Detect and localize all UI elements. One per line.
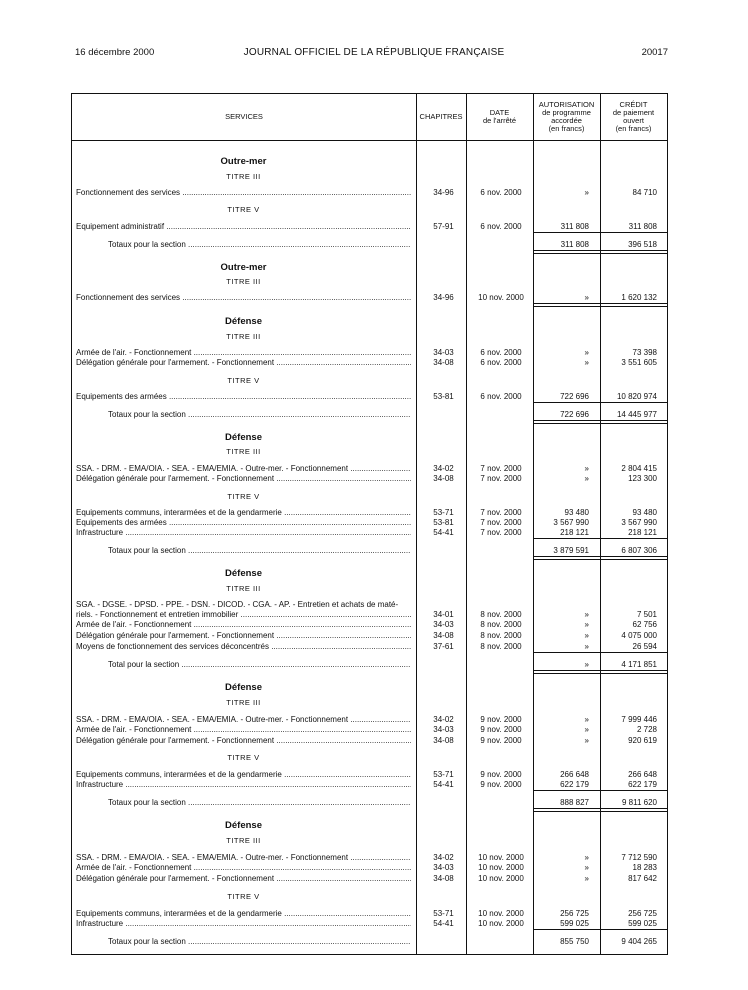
credit-cell: 817 642 [628,874,657,883]
total-double-rule [601,250,667,254]
titre-heading [72,491,669,502]
section-title [72,316,669,327]
date-cell: 7 nov. 2000 [480,464,522,473]
service-label: riels. - Fonctionnement et entretien immobilier ..... [76,609,411,620]
chapitre-cell: 34-08 [433,631,454,640]
autorisation-cell: 722 696 [560,392,589,401]
autorisation-cell: » [584,474,589,483]
autorisation-cell: » [584,874,589,883]
chapitre-cell: 53-81 [433,518,454,527]
total-double-rule [534,556,600,560]
total-double-rule [601,808,667,812]
section-title [72,262,669,273]
chapitre-cell: 34-03 [433,620,454,629]
credit-cell: 7 999 446 [621,715,657,724]
table-row [72,473,669,484]
autorisation-cell: » [584,631,589,640]
credit-cell: 6 807 306 [621,546,657,555]
table-row [72,357,669,368]
section-title-text: Défense [225,682,262,693]
autorisation-cell: » [584,610,589,619]
credit-cell: 622 179 [628,780,657,789]
credit-cell: 4 075 000 [621,631,657,640]
date-cell: 8 nov. 2000 [480,642,522,651]
service-label: Armée de l'air. - Fonctionnement ..... [76,347,411,358]
chapitre-cell: 34-03 [433,863,454,872]
table-row [72,630,669,641]
table-row [72,391,669,402]
date-cell: 8 nov. 2000 [480,631,522,640]
table-row [72,292,669,303]
titre-heading [72,446,669,457]
credit-cell: 7 712 590 [621,853,657,862]
total-double-rule [534,420,600,424]
titre-heading-text: TITRE V [227,892,260,901]
credit-cell: 62 756 [632,620,657,629]
date-cell: 10 nov. 2000 [478,874,524,883]
service-label: Infrastructure ..... [76,779,411,790]
date-cell: 7 nov. 2000 [480,474,522,483]
table-row [72,918,669,929]
titre-heading [72,204,669,215]
titre-heading [72,583,669,594]
chapitre-cell: 34-02 [433,464,454,473]
credit-cell: 18 283 [632,863,657,872]
date-cell: 9 nov. 2000 [480,715,522,724]
autorisation-cell: 93 480 [564,508,589,517]
page-number: 20017 [641,47,668,58]
service-label: SSA. - DRM. - EMA/OIA. - SEA. - EMA/EMIA. - Outre-mer. - Fonctionnement ..... [76,463,411,474]
date-cell: 6 nov. 2000 [480,392,522,401]
autorisation-cell: » [584,358,589,367]
total-double-rule [601,420,667,424]
subtotal-rule [601,929,667,930]
credit-cell: 256 725 [628,909,657,918]
date-cell: 6 nov. 2000 [480,348,522,357]
total-double-rule [534,250,600,254]
service-label: Armée de l'air. - Fonctionnement ..... [76,724,411,735]
service-label: Totaux pour la section ..... [108,797,411,808]
table-row [72,527,669,538]
service-label: Totaux pour la section ..... [108,239,411,250]
autorisation-cell: 599 025 [560,919,589,928]
chapitre-cell: 53-71 [433,508,454,517]
credit-cell: 3 567 990 [621,518,657,527]
chapitre-cell: 53-81 [433,392,454,401]
service-label: Délégation générale pour l'armement. - Fonctionnement ..... [76,735,411,746]
date-cell: 6 nov. 2000 [480,222,522,231]
credit-cell: 4 171 851 [621,660,657,669]
col-header-credit: CRÉDIT de paiement ouvert (en francs) [612,100,655,133]
autorisation-cell: 256 725 [560,909,589,918]
date-cell: 6 nov. 2000 [480,188,522,197]
total-double-rule [534,808,600,812]
section-title-text: Défense [225,316,262,327]
service-label: Délégation générale pour l'armement. - Fonctionnement ..... [76,630,411,641]
credit-cell: 14 445 977 [616,410,657,419]
autorisation-cell: » [584,715,589,724]
chapitre-cell: 34-08 [433,358,454,367]
titre-heading [72,697,669,708]
chapitre-cell: 34-96 [433,293,454,302]
col-header-services: SERVICES [225,112,263,121]
date-cell: 8 nov. 2000 [480,620,522,629]
date-cell: 8 nov. 2000 [480,610,522,619]
credit-cell: 93 480 [632,508,657,517]
credit-cell: 311 808 [628,222,657,231]
autorisation-cell: » [584,725,589,734]
total-double-rule [601,670,667,674]
autorisation-cell: 266 648 [560,770,589,779]
service-label: Armée de l'air. - Fonctionnement ..... [76,619,411,630]
credit-cell: 599 025 [628,919,657,928]
service-label: Equipements des armées ..... [76,517,411,528]
service-label: Délégation générale pour l'armement. - Fonctionnement ..... [76,473,411,484]
credit-cell: 84 710 [632,188,657,197]
date-cell: 7 nov. 2000 [480,508,522,517]
chapitre-cell: 54-41 [433,780,454,789]
table-row [72,187,669,198]
titre-heading-text: TITRE III [226,836,261,845]
service-label: Equipements communs, interarmées et de la gendarmerie ..... [76,908,411,919]
total-row [72,239,669,250]
chapitre-cell: 34-96 [433,188,454,197]
journal-title: JOURNAL OFFICIEL DE LA RÉPUBLIQUE FRANÇAISE [243,47,505,58]
subtotal-rule [601,402,667,403]
credit-cell: 920 619 [628,736,657,745]
credit-cell: 3 551 605 [621,358,657,367]
titre-heading-text: TITRE III [226,584,261,593]
table-row [72,735,669,746]
titre-heading-text: TITRE III [226,172,261,181]
date-cell: 9 nov. 2000 [480,725,522,734]
total-row [72,936,669,947]
service-label: SSA. - DRM. - EMA/OIA. - SEA. - EMA/EMIA. - Outre-mer. - Fonctionnement ..... [76,852,411,863]
titre-heading-text: TITRE III [226,277,261,286]
table-row [72,641,669,652]
titre-heading [72,171,669,182]
col-header-chapitres: CHAPITRES [419,112,463,121]
service-label: Délégation générale pour l'armement. - Fonctionnement ..... [76,873,411,884]
autorisation-cell: » [584,863,589,872]
titre-heading-text: TITRE V [227,205,260,214]
section-title [72,432,669,443]
autorisation-cell: » [584,620,589,629]
date-cell: 10 nov. 2000 [478,853,524,862]
subtotal-rule [601,652,667,653]
chapitre-cell: 34-02 [433,715,454,724]
col-header-date: DATE de l'arrêté [482,108,517,125]
section-title-text: Défense [225,568,262,579]
service-label: Totaux pour la section ..... [108,409,411,420]
titre-heading [72,276,669,287]
credit-cell: 396 518 [628,240,657,249]
subtotal-rule [534,790,600,791]
chapitre-cell: 34-02 [433,853,454,862]
table-row [72,619,669,630]
chapitre-cell: 34-08 [433,474,454,483]
credit-cell: 266 648 [628,770,657,779]
service-label: Equipements des armées ..... [76,391,411,402]
titre-heading-text: TITRE III [226,447,261,456]
table-row [72,724,669,735]
autorisation-cell: 3 567 990 [553,518,589,527]
titre-heading-text: TITRE V [227,376,260,385]
service-label: SGA. - DGSE. - DPSD. - PPE. - DSN. - DICOD. - CGA. - AP. - Entretien et achats de maté- [76,600,399,609]
chapitre-cell: 34-01 [433,610,454,619]
section-title-text: Défense [225,432,262,443]
credit-cell: 1 620 132 [621,293,657,302]
section-title [72,820,669,831]
date-cell: 9 nov. 2000 [480,736,522,745]
chapitre-cell: 37-61 [433,642,454,651]
total-row [72,409,669,420]
subtotal-rule [601,232,667,233]
subtotal-rule [534,232,600,233]
date-cell: 10 nov. 2000 [478,863,524,872]
date-cell: 9 nov. 2000 [480,780,522,789]
total-double-rule [601,556,667,560]
autorisation-cell: » [584,188,589,197]
autorisation-cell: 888 827 [560,798,589,807]
section-title-text: Outre-mer [220,156,267,167]
autorisation-cell: 722 696 [560,410,589,419]
subtotal-rule [534,652,600,653]
service-label: Total pour la section ..... [108,659,411,670]
total-row [72,545,669,556]
autorisation-cell: » [584,464,589,473]
table-row [72,779,669,790]
service-label: Totaux pour la section ..... [108,936,411,947]
date-cell: 10 nov. 2000 [478,909,524,918]
service-label: Equipements communs, interarmées et de la gendarmerie ..... [76,769,411,780]
total-double-rule [534,303,600,307]
autorisation-cell: » [584,293,589,302]
table-row [72,221,669,232]
section-title [72,568,669,579]
chapitre-cell: 53-71 [433,770,454,779]
credit-cell: 2 804 415 [621,464,657,473]
service-label: Fonctionnement des services ..... [76,187,411,198]
section-title-text: Défense [225,820,262,831]
credit-cell: 2 728 [636,725,657,734]
titre-heading-text: TITRE V [227,753,260,762]
credits-table [71,93,668,955]
credit-cell: 9 811 620 [622,798,657,807]
date-cell: 9 nov. 2000 [480,770,522,779]
credit-cell: 10 820 974 [616,392,657,401]
service-label: Délégation générale pour l'armement. - Fonctionnement ..... [76,357,411,368]
subtotal-rule [534,538,600,539]
autorisation-cell: 622 179 [560,780,589,789]
total-double-rule [601,303,667,307]
credit-cell: 73 398 [632,348,657,357]
chapitre-cell: 34-03 [433,725,454,734]
titre-heading [72,375,669,386]
chapitre-cell: 54-41 [433,919,454,928]
total-row [72,797,669,808]
service-label: Armée de l'air. - Fonctionnement ..... [76,862,411,873]
autorisation-cell: 855 750 [560,937,589,946]
service-label: Infrastructure ..... [76,527,411,538]
credit-cell: 123 300 [628,474,657,483]
autorisation-cell: 218 121 [560,528,589,537]
date-cell: 10 nov. 2000 [478,919,524,928]
autorisation-cell: » [584,348,589,357]
chapitre-cell: 53-71 [433,909,454,918]
table-row [72,873,669,884]
chapitre-cell: 34-08 [433,736,454,745]
autorisation-cell: 311 808 [560,222,589,231]
date-cell: 6 nov. 2000 [480,358,522,367]
date-cell: 10 nov. 2000 [478,293,524,302]
service-label: SSA. - DRM. - EMA/OIA. - SEA. - EMA/EMIA. - Outre-mer. - Fonctionnement ..... [76,714,411,725]
credit-cell: 26 594 [632,642,657,651]
chapitre-cell: 34-08 [433,874,454,883]
autorisation-cell: 3 879 591 [553,546,589,555]
section-title [72,156,669,167]
titre-heading-text: TITRE III [226,698,261,707]
credit-cell: 9 404 265 [621,937,657,946]
service-label: Fonctionnement des services ..... [76,292,411,303]
subtotal-rule [601,538,667,539]
chapitre-cell: 57-91 [433,222,454,231]
service-label: Equipement administratif ..... [76,221,411,232]
section-title [72,682,669,693]
titre-heading [72,891,669,902]
section-title-text: Outre-mer [220,262,267,273]
total-double-rule [534,670,600,674]
service-label: Equipements communs, interarmées et de la gendarmerie ..... [76,507,411,518]
service-label: Totaux pour la section ..... [108,545,411,556]
credit-cell: 218 121 [628,528,657,537]
chapitre-cell: 34-03 [433,348,454,357]
autorisation-cell: » [584,642,589,651]
col-header-autorisation: AUTORISATION de programme accordée (en francs) [538,100,595,133]
autorisation-cell: » [584,736,589,745]
titre-heading [72,331,669,342]
total-row [72,659,669,670]
chapitre-cell: 54-41 [433,528,454,537]
subtotal-rule [534,402,600,403]
titre-heading [72,752,669,763]
date-cell: 7 nov. 2000 [480,518,522,527]
credit-cell: 7 501 [636,610,657,619]
autorisation-cell: » [584,853,589,862]
titre-heading [72,835,669,846]
date-cell: 7 nov. 2000 [480,528,522,537]
titre-heading-text: TITRE V [227,492,260,501]
subtotal-rule [534,929,600,930]
autorisation-cell: » [584,660,589,669]
service-label: Infrastructure ..... [76,918,411,929]
autorisation-cell: 311 808 [560,240,589,249]
service-label: Moyens de fonctionnement des services déconcentrés ..... [76,641,411,652]
subtotal-rule [601,790,667,791]
table-body [72,94,669,954]
table-row [72,862,669,873]
header-date: 16 décembre 2000 [75,47,155,58]
titre-heading-text: TITRE III [226,332,261,341]
